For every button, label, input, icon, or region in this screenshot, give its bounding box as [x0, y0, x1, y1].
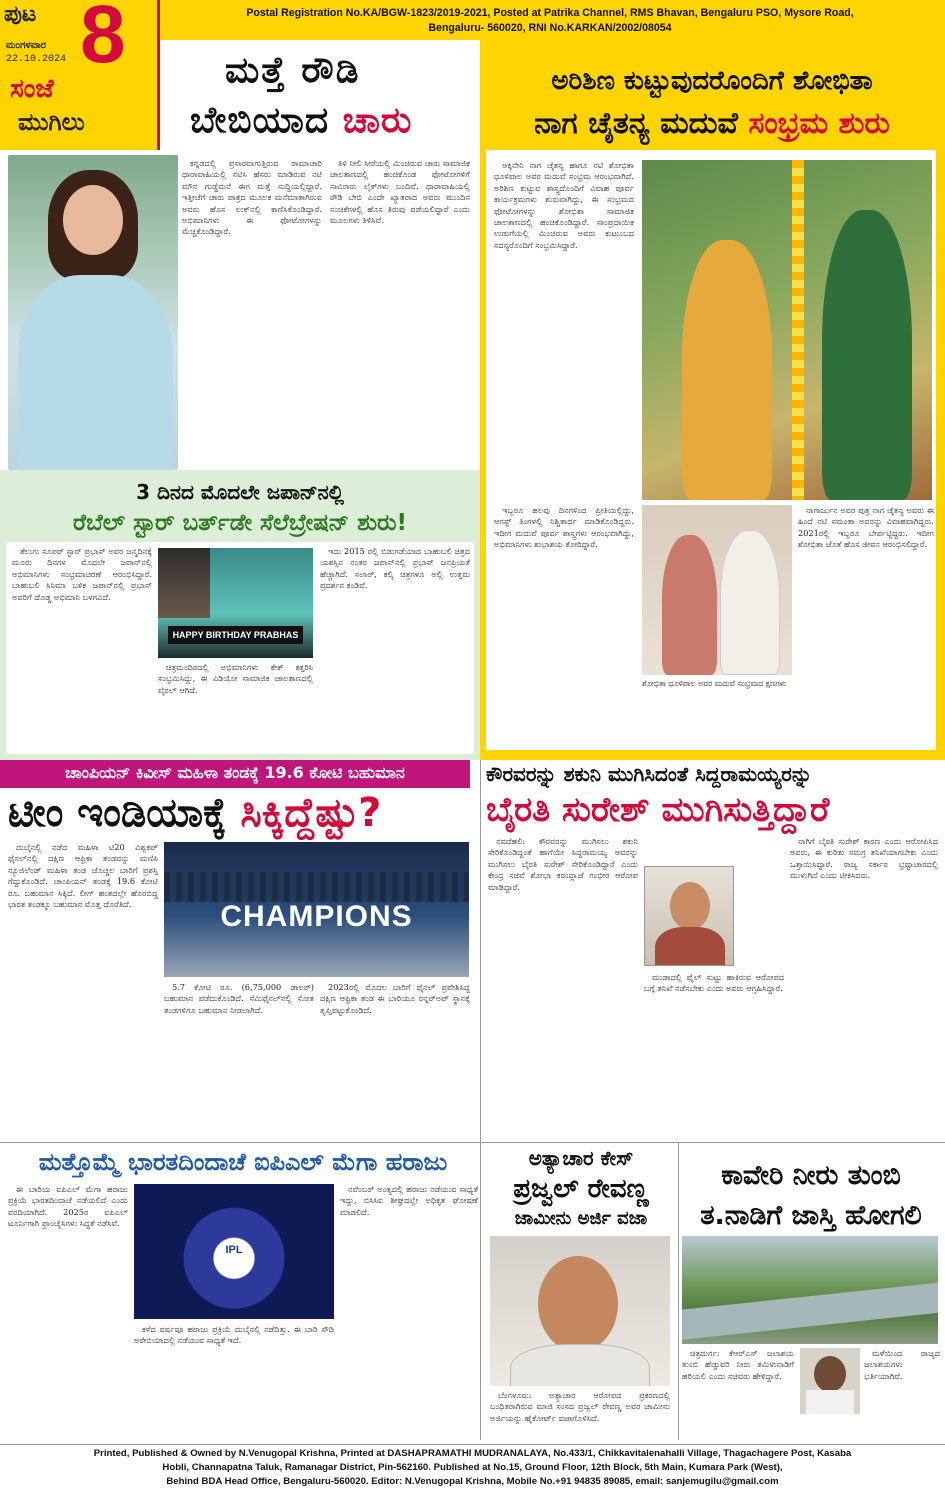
prabhas-paragraph-1: ತೆಲುಗು ಸೂಪರ್ ಸ್ಟಾರ್ ಪ್ರಭಾಸ್ ಅವರ ಜನ್ಮದಿನಕ್ಕೆ ಮೂರು ದಿನಗಳ ಮೊದಲೇ ಜಪಾನ್‌ನಲ್ಲಿ ಅಭಿಮಾನಿಗಳು ಸಂಭ್ರಮಾಚರಣೆ ಆರಂಭಿಸಿದ್ದಾರೆ. ಬಾಹುಬಲಿ ಸಿನಿಮಾ ಬಳಿಕ ಜಪಾನ್‌ನಲ್ಲಿ ಪ್ರಭಾಸ್ ಅವರಿಗೆ ದೊಡ್ಡ ಅಭಿಮಾನಿ ಬಳಗವಿದೆ. — [12, 546, 152, 602]
cricket-column-3 — [320, 982, 470, 1137]
shobhita-paragraph-1: ಅಕ್ಕಿನೇನಿ ನಾಗ ಚೈತನ್ಯ ಹಾಗೂ ನಟಿ ಶೋಭಿತಾ ಧೂಳಿಪಾಲ ಅವರ ಮದುವೆ ಸಂಭ್ರಮ ಆರಂಭವಾಗಿದೆ. ಅರಿಶಿಣ ಕುಟ್ಟುವ ಶಾಸ್ತ್ರದೊಂದಿಗೆ ವಿವಾಹ ಪೂರ್ವ ಕಾರ್ಯಕ್ರಮಗಳು ಶುರುವಾಗಿದ್ದು, ಈ ಸಂಭ್ರಮದ ಫೋಟೋಗಳನ್ನು ಶೋಭಿತಾ ಸಾಮಾಜಿಕ ಜಾಲತಾಣದಲ್ಲಿ ಹಂಚಿಕೊಂಡಿದ್ದಾರೆ. ಸಾಂಪ್ರದಾಯಿಕ ಉಡುಗೆಯಲ್ಲಿ ಮಿಂಚಿರುವ ಅವರು ಕುಟುಂಬದ ಸದಸ್ಯರೊಂದಿಗೆ ಸಂಭ್ರಮಿಸಿದ್ದಾರೆ. — [494, 160, 634, 250]
kaveri-headline-line-1: ಕಾವೇರಿ ನೀರು ತುಂಬಿ — [721, 1160, 901, 1191]
shobhita-column-2 — [494, 505, 634, 750]
prajwal-kicker: ಅತ್ಯಾಚಾರ ಕೇಸ್ — [528, 1146, 634, 1170]
minister-photo — [800, 1348, 860, 1414]
cricket-paragraph-1: ದುಬೈನಲ್ಲಿ ನಡೆದ ಮಹಿಳಾ ಟಿ20 ವಿಶ್ವಕಪ್ ಫೈನಲ್‌ನಲ್ಲಿ ದಕ್ಷಿಣ ಆಫ್ರಿಕಾ ತಂಡವನ್ನು ಮಣಿಸಿ ನ್ಯೂಜಿಲೆಂಡ್ ಮಹಿಳಾ ತಂಡ ಚೊಚ್ಚಲ ಬಾರಿಗೆ ಪ್ರಶಸ್ತಿ ಗೆದ್ದುಕೊಂಡಿದೆ. ಚಾಂಪಿಯನ್ ತಂಡಕ್ಕೆ 19.6 ಕೋಟಿ ರೂ. ಬಹುಮಾನ ಸಿಕ್ಕಿದೆ. ಲೀಗ್ ಹಂತದಲ್ಲೇ ಹೊರಬಿದ್ದ ಭಾರತ ತಂಡಕ್ಕೂ ಬಹುಮಾನ ಮೊತ್ತ ದೊರೆತಿದೆ. — [8, 842, 158, 910]
ipl-paragraph-1: ಈ ಬಾರಿಯ ಐಪಿಎಲ್ ಮೆಗಾ ಹರಾಜು ಪ್ರಕ್ರಿಯೆ ಭಾರತದಿಂದಾಚೆ ನಡೆಯಲಿದೆ ಎಂದು ವರದಿಯಾಗಿದೆ. 2025ರ ಐಪಿಎಲ್ ಟೂರ್ನಿಗಾಗಿ ಫ್ರಾಂಚೈಸಿಗಳು ಸಿದ್ಧತೆ ನಡೆಸಿವೆ. — [8, 1184, 128, 1229]
birthday-banner: HAPPY BIRTHDAY PRABHAS — [168, 626, 303, 644]
ipl-auction-photo — [134, 1184, 334, 1319]
ipl-column-2 — [134, 1324, 334, 1440]
kaveri-river-photo — [682, 1236, 938, 1344]
ipl-logo: IPL — [225, 1244, 243, 1256]
cricket-column-2 — [164, 982, 314, 1137]
charu-headline-line-1: ಮತ್ತೆ ರೌಡಿ — [225, 50, 361, 91]
brand-line-2: ಮುಗಿಲು — [18, 108, 85, 136]
charu-column-1 — [182, 158, 322, 470]
imprint-line-3: Behind BDA Head Office, Bengaluru-560020. Editor: N.Venugopal Krishna, Mobile No.+91 94835 89085, email: sanjemugilu@gmail.com — [166, 1476, 779, 1487]
prabhas-kicker: 3 ದಿನದ ಮೊದಲೇ ಜಪಾನ್‌ನಲ್ಲಿ — [136, 480, 344, 504]
brand-line-1: ಸಂಜೆ — [10, 74, 54, 104]
charu-column-2 — [330, 158, 470, 470]
prabhas-headline: ರೆಬೆಲ್ ಸ್ಟಾರ್ ಬರ್ತ್‌ಡೇ ಸೆಲೆಬ್ರೇಷನ್ ಶುರು! — [72, 510, 408, 536]
ipl-paragraph-2: ಕಳೆದ ವರ್ಷವೂ ಹರಾಜು ಪ್ರಕ್ರಿಯೆ ದುಬೈನಲ್ಲಿ ನಡೆದಿತ್ತು. ಈ ಬಾರಿ ಸೌದಿ ಅರೇಬಿಯಾದಲ್ಲಿ ನಡೆಯುವ ಸಾಧ್ಯತೆ ಇದೆ. — [134, 1324, 334, 1346]
kaveri-column-1 — [682, 1348, 794, 1438]
section-divider — [0, 1142, 480, 1143]
cricket-paragraph-2: 5.7 ಕೋಟಿ ರೂ. (6,75,000 ಡಾಲರ್) ಬಹುಮಾನ ಪಡೆದುಕೊಂಡಿದೆ. ಸೆಮಿಫೈನಲ್‌ನಲ್ಲಿ ಸೋತ ತಂಡಗಳಿಗೂ ಬಹುಮಾನ ನೀಡಲಾಗಿದೆ. — [164, 982, 314, 1015]
weekday: ಮಂಗಳವಾರ — [6, 40, 47, 51]
column-divider — [678, 1142, 679, 1440]
imprint — [20, 1447, 925, 1489]
postal-line-2: Bengaluru- 560020, RNI No.KARKAN/2002/08054 — [428, 22, 672, 34]
prabhas-paragraph-3: ಇದು 2015 ರಲ್ಲಿ ಬಿಡುಗಡೆಯಾದ ಬಾಹುಬಲಿ ಚಿತ್ರದ ಯಶಸ್ಸಿನ ನಂತರ ಜಪಾನ್‌ನಲ್ಲಿ ಪ್ರಭಾಸ್ ಜನಪ್ರಿಯತೆ ಹೆಚ್ಚಾಗಿದೆ. ಸಲಾರ್, ಕಲ್ಕಿ ಚಿತ್ರಗಳೂ ಅಲ್ಲಿ ಉತ್ತಮ ಪ್ರದರ್ಶನ ಕಂಡಿವೆ. — [320, 546, 470, 591]
page-word: ಪುಟ — [4, 2, 37, 27]
cricket-headline-part-b: ಸಿಕ್ಕಿದ್ದೆಷ್ಟು? — [240, 790, 382, 836]
cricket-column-1 — [8, 842, 158, 1137]
ipl-headline: ಮತ್ತೊಮ್ಮೆ ಭಾರತದಿಂದಾಚೆ ಐಪಿಎಲ್ ಮೆಗಾ ಹರಾಜು — [38, 1148, 448, 1176]
prajwal-subhead: ಜಾಮೀನು ಅರ್ಜಿ ವಜಾ — [514, 1208, 648, 1229]
shobhita-headline-line-1: ಅರಿಶಿಣ ಕುಟ್ಟುವುದರೊಂದಿಗೆ ಶೋಭಿತಾ — [551, 66, 873, 96]
cricket-kicker: ಚಾಂಪಿಯನ್ ಕಿವೀಸ್ ಮಹಿಳಾ ತಂಡಕ್ಕೆ 19.6 ಕೋಟಿ ಬಹುಮಾನ — [65, 763, 405, 782]
kaveri-paragraph-1: ಚಿತ್ರದುರ್ಗ: ಕೆಆರ್‌ಎಸ್ ಜಲಾಶಯ ತುಂಬಿ ಹೆಚ್ಚುವರಿ ನೀರು ತಮಿಳುನಾಡಿಗೆ ಹರಿಯಲಿ ಎಂದು ಸಚಿವರು ಹೇಳಿದ್ದಾರೆ. — [682, 1348, 794, 1381]
siddaramaiah-paragraph-3: ನಾಗಿಗೆ ಬೈರತಿ ಸುರೇಶ್ ಕಾರಣ ಎಂದು ಆರೋಪಿಸಿದ ಅವರು, ಈ ಕುರಿತು ಸಮಗ್ರ ತನಿಖೆಯಾಗಬೇಕು ಎಂದು ಒತ್ತಾಯಿಸಿದ್ದಾರೆ. ರಾಜ್ಯ ಸರ್ಕಾರ ಭ್ರಷ್ಟಾಚಾರದಲ್ಲಿ ಮುಳುಗಿದೆ ಎಂದು ಟೀಕಿಸಿದರು. — [790, 836, 938, 881]
postal-line-1: Postal Registration No.KA/BGW-1823/2019-2021, Posted at Patrika Channel, RMS Bhavan, Bengaluru PSO, Mysore Road, — [246, 7, 854, 19]
shobhita-headline-part-b: ಸಂಭ್ರಮ ಶುರು — [748, 106, 890, 141]
siddaramaiah-column-1 — [488, 836, 638, 1141]
prajwal-column-1 — [490, 1390, 670, 1438]
shobhita-headline-line-2 — [492, 106, 932, 141]
charu-photo — [8, 155, 178, 470]
prajwal-headline: ಪ್ರಜ್ವಲ್ ರೇವಣ್ಣ — [513, 1174, 649, 1204]
kaveri-column-2 — [864, 1348, 940, 1438]
charu-headline-part-b: ಚಾರು — [342, 100, 413, 141]
postal-registration — [160, 6, 940, 36]
cricket-paragraph-3: 2023ರಲ್ಲಿ ಮೊದಲ ಬಾರಿಗೆ ಫೈನಲ್ ಪ್ರವೇಶಿಸಿದ್ದ ದಕ್ಷಿಣ ಆಫ್ರಿಕಾ ತಂಡ ಈ ಬಾರಿಯೂ ರನ್ನರ್‌ಅಪ್ ಸ್ಥಾನಕ್ಕೆ ತೃಪ್ತಿಪಟ್ಟುಕೊಂಡಿದೆ. — [320, 982, 470, 1015]
prabhas-column-1 — [12, 546, 152, 751]
issue-date: 22.10.2024 — [6, 54, 67, 65]
ipl-column-1 — [8, 1184, 128, 1440]
siddaramaiah-headline: ಬೈರತಿ ಸುರೇಶ್ ಮುಗಿಸುತ್ತಿದ್ದಾರೆ — [486, 790, 830, 830]
siddaramaiah-paragraph-1: ನವದೆಹಲಿ: ಕೌರವರನ್ನು ಮುಗಿಸಲು ಶಕುನಿ ಸೇರಿಕೊಂಡಿದ್ದಂತೆ ಹಾಗೆಯೇ ಸಿದ್ದರಾಮಯ್ಯ ಅವರನ್ನು ಮುಗಿಸಲು ಬೈರತಿ ಸುರೇಶ್ ಸೇರಿಕೊಂಡಿದ್ದಾರೆ ಎಂದು ಕೇಂದ್ರ ಸಚಿವೆ ಶೋಭಾ ಕರಂದ್ಲಾಜೆ ಗಂಭೀರ ಆರೋಪ ಮಾಡಿದ್ದಾರೆ. — [488, 836, 638, 892]
page-number: 8 — [80, 0, 126, 80]
couple-photo-caption: ಶೋಭಿತಾ ಧೂಳಿಪಾಲ ಅವರ ಮದುವೆ ಸಂಭ್ರಮದ ಕ್ಷಣಗಳು — [642, 679, 787, 688]
shobhita-paragraph-2: ಇಬ್ಬರೂ ಹಲವು ದಿನಗಳಿಂದ ಪ್ರೀತಿಯಲ್ಲಿದ್ದು, ಆಗಸ್ಟ್ ತಿಂಗಳಲ್ಲಿ ನಿಶ್ಚಿತಾರ್ಥ ಮಾಡಿಕೊಂಡಿದ್ದರು. ಇದೀಗ ಮದುವೆ ಪೂರ್ವ ಶಾಸ್ತ್ರಗಳು ಆರಂಭವಾಗಿದ್ದು, ಅಭಿಮಾನಿಗಳು ಶುಭಾಶಯ ಕೋರಿದ್ದಾರೆ. — [494, 505, 634, 550]
shobhita-paragraph-3: ನಾಗಾರ್ಜುನ ಅವರ ಪುತ್ರ ನಾಗ ಚೈತನ್ಯ ಅವರು ಈ ಹಿಂದೆ ನಟಿ ಸಮಂತಾ ಅವರನ್ನು ವಿವಾಹವಾಗಿದ್ದರು. 2021ರಲ್ಲಿ ಇಬ್ಬರೂ ಬೇರ್ಪಟ್ಟಿದ್ದರು. ಇದೀಗ ಶೋಭಿತಾ ಜೊತೆ ಹೊಸ ಜೀವನ ಆರಂಭಿಸಲಿದ್ದಾರೆ. — [798, 505, 934, 550]
prajwal-paragraph-1: ಬೆಂಗಳೂರು: ಅತ್ಯಾಚಾರ ಆರೋಪದ ಪ್ರಕರಣದಲ್ಲಿ ಬಂಧಿತರಾಗಿರುವ ಮಾಜಿ ಸಂಸದ ಪ್ರಜ್ವಲ್ ರೇವಣ್ಣ ಅವರ ಜಾಮೀನು ಅರ್ಜಿಯನ್ನು ಹೈಕೋರ್ಟ್ ವಜಾಗೊಳಿಸಿದೆ. — [490, 1390, 670, 1423]
couple-photo — [642, 505, 792, 675]
prabhas-column-2 — [158, 662, 313, 752]
champions-photo — [164, 842, 469, 977]
charu-paragraph-2: ತಿಳಿ ನೀಲಿ ಸೀರೆಯಲ್ಲಿ ಮಿಂಚಿರುವ ಚಾರು ಸಾಮಾಜಿಕ ಜಾಲತಾಣದಲ್ಲಿ ಹಂಚಿಕೊಂಡ ಫೋಟೋಗಳಿಗೆ ಸಾವಿರಾರು ಲೈಕ್‌ಗಳು ಬಂದಿವೆ. ಧಾರಾವಾಹಿಯಲ್ಲಿ ರೌಡಿ ಬೇಬಿ ಎಂದೇ ಖ್ಯಾತರಾದ ಅವರು ಮುಂದಿನ ಸಂಚಿಕೆಗಳಲ್ಲಿ ಹೊಸ ತಿರುವು ಪಡೆಯಲಿದ್ದಾರೆ ಎಂದು ಮೂಲಗಳು ತಿಳಿಸಿವೆ. — [330, 158, 470, 226]
section-divider — [480, 1142, 945, 1143]
shobha-photo — [644, 866, 734, 966]
siddaramaiah-paragraph-2: ಮುಡಾದಲ್ಲಿ ಫೈಲ್ ಸುಟ್ಟು ಹಾಕಿರುವ ಆರೋಪದ ಬಗ್ಗೆ ತನಿಖೆ ನಡೆಸಬೇಕು ಎಂದು ಅವರು ಆಗ್ರಹಿಸಿದ್ದಾರೆ. — [644, 972, 784, 994]
prabhas-celebration-photo — [158, 548, 313, 658]
ipl-column-3 — [340, 1184, 478, 1440]
kaveri-headline-line-2: ತ.ನಾಡಿಗೆ ಜಾಸ್ತಿ ಹೋಗಲಿ — [700, 1200, 922, 1231]
charu-headline-line-2 — [190, 100, 412, 142]
imprint-line-2: Hobli, Channapatna Taluk, Ramanagar District, Pin-562160. Published at No.15, Ground Floor, 12th Block, 5th Main, Kumara Park (West), — [162, 1462, 783, 1473]
charu-headline-part-a: ಬೇಬಿಯಾದ — [190, 100, 343, 141]
cricket-headline-part-a: ಟೀಂ ಇಂಡಿಯಾಕ್ಕೆ — [8, 790, 241, 836]
prajwal-photo — [490, 1236, 670, 1386]
shobhita-column-1 — [494, 160, 634, 495]
prabhas-paragraph-2: ಚಿತ್ರಮಂದಿರದಲ್ಲಿ ಅಭಿಮಾನಿಗಳು ಕೇಕ್ ಕತ್ತರಿಸಿ ಸಂಭ್ರಮಿಸಿದ್ದು, ಈ ವಿಡಿಯೋ ಸಾಮಾಜಿಕ ಜಾಲತಾಣದಲ್ಲಿ ವೈರಲ್ ಆಗಿದೆ. — [158, 662, 313, 695]
shobhita-column-3 — [798, 505, 934, 750]
shobhita-haldi-photo — [642, 160, 932, 500]
shobhita-headline-part-a: ನಾಗ ಚೈತನ್ಯ ಮದುವೆ — [534, 106, 749, 141]
charu-paragraph-1: ಕನ್ನಡದಲ್ಲಿ ಪ್ರಸಾರವಾಗುತ್ತಿರುವ ರಾಮಾಚಾರಿ ಧಾರಾವಾಹಿಯಲ್ಲಿ ನಟಿಸಿ ಹೆಸರು ಮಾಡಿರುವ ನಟಿ ಮೌನ ಗುಡ್ಡೆಮನೆ ಈಗ ಮತ್ತೆ ಸುದ್ದಿಯಲ್ಲಿದ್ದಾರೆ. ಇತ್ತೀಚೆಗೆ ಚಾರು ಪಾತ್ರದ ಮೂಲಕ ಮನೆಮಾತಾಗಿರುವ ಅವರು ಹೊಸ ಲುಕ್‌ನಲ್ಲಿ ಕಾಣಿಸಿಕೊಂಡಿದ್ದಾರೆ. ಅಭಿಮಾನಿಗಳು ಈ ಫೋಟೋಗಳನ್ನು ಮೆಚ್ಚಿಕೊಂಡಿದ್ದಾರೆ. — [182, 158, 322, 237]
siddaramaiah-column-3 — [790, 836, 938, 1141]
prabhas-column-3 — [320, 546, 470, 751]
siddaramaiah-column-2 — [644, 972, 784, 1142]
column-divider — [480, 760, 481, 1440]
ipl-paragraph-3: ನವೆಂಬರ್ ಅಂತ್ಯದಲ್ಲಿ ಹರಾಜು ನಡೆಯುವ ಸಾಧ್ಯತೆ ಇದ್ದು, ಬಿಸಿಸಿಐ ಶೀಘ್ರದಲ್ಲೇ ಅಧಿಕೃತ ಘೋಷಣೆ ಮಾಡಲಿದೆ. — [340, 1184, 478, 1217]
kaveri-paragraph-2: ಮಳೆಯಿಂದ ರಾಜ್ಯದ ಜಲಾಶಯಗಳು ಭರ್ತಿಯಾಗಿವೆ. — [864, 1348, 940, 1381]
champions-sign: CHAMPIONS — [220, 900, 413, 933]
cricket-headline — [8, 790, 468, 836]
imprint-line-1: Printed, Published & Owned by N.Venugopal Krishna, Printed at DASHAPRAMATHI MUDRANALAYA, No.433/1, Chikkavitalenahalli Village, Thagachagere Post, Kasaba — [93, 1448, 852, 1459]
siddaramaiah-kicker: ಕೌರವರನ್ನು ಶಕುನಿ ಮುಗಿಸಿದಂತೆ ಸಿದ್ದರಾಮಯ್ಯರನ್ನು — [486, 762, 813, 786]
